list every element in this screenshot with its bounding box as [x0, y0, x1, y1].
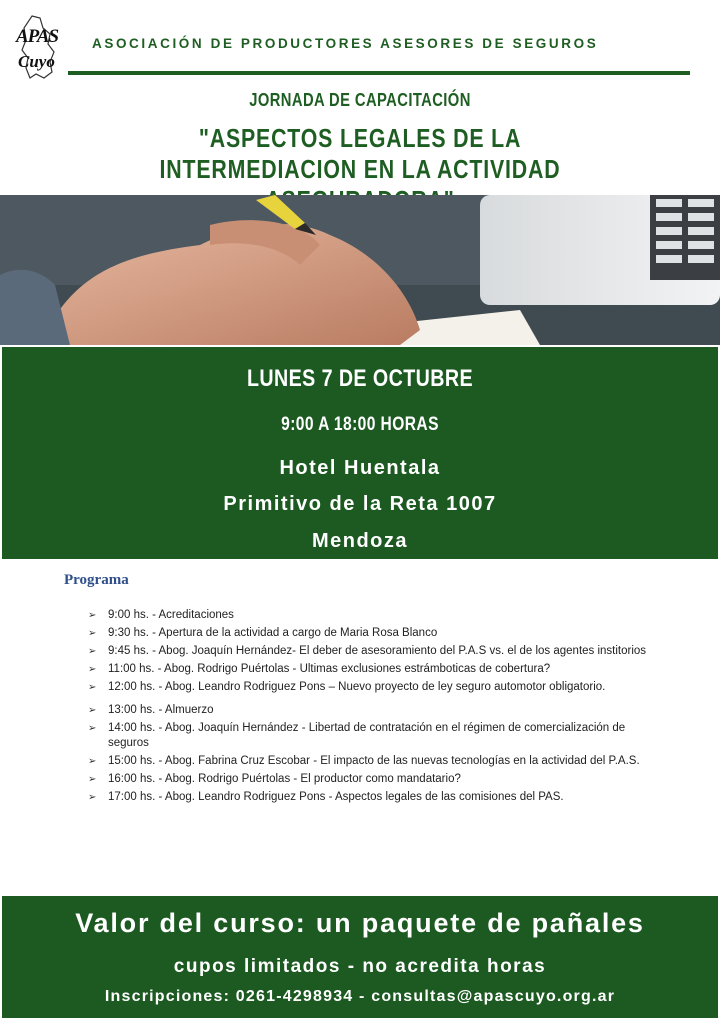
program-item	[88, 680, 648, 695]
arrow-bullet-icon: ➢	[88, 682, 97, 693]
event-title: "ASPECTOS LEGALES DE LA INTERMEDIACION EN LA ACTIVIDAD	[159, 123, 561, 184]
program-item	[88, 772, 648, 787]
program-item-text: 17:00 hs. - Abog. Leandro Rodriguez Pons - Aspectos legales de las comisiones del PAS.	[108, 791, 564, 803]
event-date: LUNES 7 DE OCTUBRE	[246, 365, 474, 392]
program-item-text: 9:00 hs. - Acreditaciones	[108, 609, 234, 621]
event-address: Primitivo de la Reta 1007	[223, 493, 497, 515]
program-item	[88, 644, 648, 659]
program-item	[88, 790, 648, 805]
logo-text-apas: APAS	[16, 26, 59, 47]
program-item-text: 13:00 hs. - Almuerzo	[108, 704, 214, 716]
program-item	[88, 608, 648, 623]
program-item-text: 9:30 hs. - Apertura de la actividad a cargo de Maria Rosa Blanco	[108, 627, 438, 639]
event-city: Mendoza	[311, 530, 409, 552]
footer-band	[2, 896, 718, 1018]
arrow-bullet-icon: ➢	[88, 664, 97, 675]
program-item	[88, 754, 648, 769]
program-item	[88, 703, 648, 718]
organization-name: ASOCIACIÓN DE PRODUCTORES ASESORES DE SEGUROS	[92, 36, 599, 51]
limited-spots-notice: cupos limitados - no acredita horas	[173, 956, 547, 977]
program-list	[88, 608, 648, 808]
arrow-bullet-icon: ➢	[88, 705, 97, 716]
program-item-text: 14:00 hs. - Abog. Joaquín Hernández - Libertad de contratación en el régimen de comercialización de seguros	[108, 722, 626, 749]
program-item-text: 11:00 hs. - Abog. Rodrigo Puértolas - Ultimas exclusiones estrámboticas de cobertura?	[108, 663, 551, 675]
program-section	[0, 560, 720, 896]
registration-contact: Inscripciones: 0261-4298934 - consultas@apascuyo.org.ar	[104, 988, 616, 1005]
event-hours: 9:00 A 18:00 HORAS	[281, 414, 439, 435]
program-item	[88, 721, 648, 751]
arrow-bullet-icon: ➢	[88, 756, 97, 767]
program-item	[88, 626, 648, 641]
apas-cuyo-logo	[10, 14, 72, 80]
arrow-bullet-icon: ➢	[88, 610, 97, 621]
program-item-text: 16:00 hs. - Abog. Rodrigo Puértolas - El productor como mandatario?	[108, 773, 461, 785]
arrow-bullet-icon: ➢	[88, 774, 97, 785]
arrow-bullet-icon: ➢	[88, 792, 97, 803]
header-divider	[68, 71, 690, 75]
arrow-bullet-icon: ➢	[88, 628, 97, 639]
program-title: Programa	[64, 572, 129, 588]
arrow-bullet-icon: ➢	[88, 723, 97, 734]
hero-photo-writing	[0, 195, 720, 345]
program-item-text: 12:00 hs. - Abog. Leandro Rodriguez Pons – Nuevo proyecto de ley seguro automotor obligatorio.	[108, 681, 606, 693]
event-details-band	[2, 347, 718, 559]
event-subtitle: JORNADA DE CAPACITACIÓN	[249, 90, 471, 110]
logo-text-cuyo: Cuyo	[18, 52, 55, 71]
program-item-text: 15:00 hs. - Abog. Fabrina Cruz Escobar - El impacto de las nuevas tecnologías en la actividad del P.A.S.	[108, 755, 640, 767]
header	[0, 0, 720, 80]
course-price: Valor del curso: un paquete de pañales	[75, 908, 645, 938]
hand-writing-photo-illustration	[0, 195, 720, 345]
program-item-text: 9:45 hs. - Abog. Joaquín Hernández- El deber de asesoramiento del P.A.S vs. el de los agentes institorios	[108, 645, 647, 657]
event-venue: Hotel Huentala	[279, 457, 441, 479]
program-item	[88, 662, 648, 677]
arrow-bullet-icon: ➢	[88, 646, 97, 657]
